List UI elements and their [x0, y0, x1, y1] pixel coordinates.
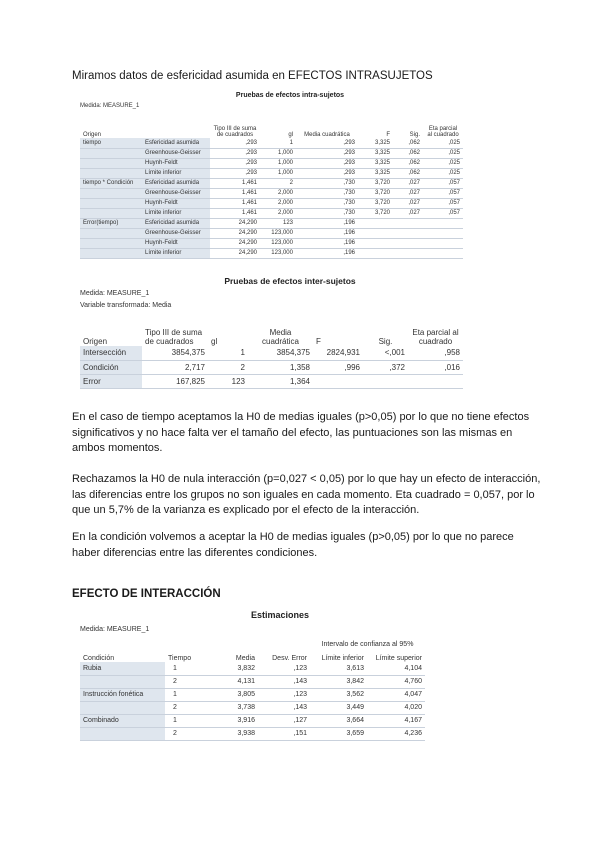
table-row [80, 218, 463, 228]
col-sig: Sig. [363, 314, 408, 346]
table-cell: 1,358 [248, 360, 313, 374]
paragraph-tiempo: En el caso de tiempo aceptamos la H0 de medias iguales (p>0,05) por lo que no tiene efectos significativos y no hace falta ver el tamaño del efecto, las puntuaciones son las mismas en ambos momentos. [72, 411, 530, 454]
table-cell: 3,916 [210, 714, 258, 727]
table-cell: Esfericidad asumida [142, 138, 210, 148]
intra-measure: Medida: MEASURE_1 [80, 103, 140, 109]
table-row [80, 248, 463, 258]
table-cell: ,025 [423, 168, 463, 178]
inter-measure: Medida: MEASURE_1 [80, 290, 150, 297]
table-cell: 3,842 [310, 675, 367, 688]
table-cell: ,027 [393, 188, 423, 198]
table-cell: 2 [165, 727, 210, 740]
table-cell: tiempo * Condición [80, 178, 142, 188]
inter-table-title: Pruebas de efectos inter-sujetos [224, 276, 356, 286]
table-cell: ,730 [296, 208, 358, 218]
table-cell: 1 [165, 662, 210, 675]
table-cell [393, 228, 423, 238]
table-cell: ,730 [296, 198, 358, 208]
table-cell [80, 148, 142, 158]
intro-heading: Miramos datos de esfericidad asumida en EFECTOS INTRASUJETOS [72, 70, 433, 82]
table-cell: 3854,375 [142, 346, 208, 360]
table-cell: ,027 [393, 198, 423, 208]
table-cell: ,196 [296, 238, 358, 248]
table-cell: ,996 [313, 360, 363, 374]
table-cell: 123 [260, 218, 296, 228]
table-cell: 123,000 [260, 248, 296, 258]
table-cell: Huynh-Feldt [142, 158, 210, 168]
col-eta: Eta parcial al cuadrado [423, 112, 463, 138]
table-cell: 123 [208, 374, 248, 388]
estimates-measure: Medida: MEASURE_1 [80, 626, 150, 633]
table-cell: 3,449 [310, 701, 367, 714]
table-cell: 3,325 [358, 138, 393, 148]
col-desv-error: Desv. Error [258, 648, 310, 662]
inter-subject-table [80, 314, 463, 389]
table-cell: ,293 [210, 168, 260, 178]
table-cell: ,025 [423, 148, 463, 158]
table-cell: Límite inferior [142, 248, 210, 258]
table-cell: 2 [165, 675, 210, 688]
table-cell: Error [80, 374, 142, 388]
table-cell [423, 238, 463, 248]
table-cell: Greenhouse-Geisser [142, 188, 210, 198]
table-cell: ,196 [296, 248, 358, 258]
col-limite-superior: Límite superior [367, 648, 425, 662]
col-f: F [358, 112, 393, 138]
table-cell: 1 [208, 346, 248, 360]
table-cell: ,151 [258, 727, 310, 740]
table-cell: Instrucción fonética [80, 688, 165, 701]
table-cell: ,293 [296, 138, 358, 148]
table-cell [80, 238, 142, 248]
table-cell: ,127 [258, 714, 310, 727]
table-row [80, 138, 463, 148]
table-cell: 3,325 [358, 168, 393, 178]
table-cell: 4,047 [367, 688, 425, 701]
table-cell: Rubia [80, 662, 165, 675]
table-row [80, 374, 463, 388]
table-cell: 2,000 [260, 188, 296, 198]
table-cell: 3,325 [358, 158, 393, 168]
paragraph-condicion: En la condición volvemos a aceptar la H0 de medias iguales (p>0,05) por lo que no parece haber diferencias entre las diferentes condiciones. [72, 531, 514, 559]
paragraph-interaccion: Rechazamos la H0 de nula interacción (p=0,027 < 0,05) por lo que hay un efecto de interacción, las diferencias entre los grupos no son iguales en cada momento. Eta cuadrado = 0,057, por lo que un 5,7% de la varianza es explicado por el efecto de la interacción. [72, 473, 541, 516]
table-row [80, 158, 463, 168]
table-cell: ,143 [258, 675, 310, 688]
col-origen: Origen [80, 314, 142, 346]
table-cell [423, 218, 463, 228]
table-cell: 4,104 [367, 662, 425, 675]
table-cell [363, 374, 408, 388]
table-cell: 2 [208, 360, 248, 374]
col-limite-inferior: Límite inferior [310, 648, 367, 662]
col-gl: gl [208, 314, 248, 346]
table-cell: tiempo [80, 138, 142, 148]
table-cell: Error(tiempo) [80, 218, 142, 228]
table-cell: ,196 [296, 218, 358, 228]
table-cell: ,730 [296, 188, 358, 198]
table-cell: ,057 [423, 188, 463, 198]
table-row [80, 727, 425, 740]
table-cell: 3,562 [310, 688, 367, 701]
table-cell [358, 238, 393, 248]
table-cell: ,293 [296, 158, 358, 168]
table-row [80, 198, 463, 208]
table-cell: ,293 [210, 158, 260, 168]
table-cell: 3,659 [310, 727, 367, 740]
table-cell: ,730 [296, 178, 358, 188]
table-cell: <,001 [363, 346, 408, 360]
table-cell: 2,000 [260, 208, 296, 218]
table-cell: 3,832 [210, 662, 258, 675]
col-origen: Origen [80, 112, 142, 138]
table-cell [393, 248, 423, 258]
table-cell: ,143 [258, 701, 310, 714]
table-cell: 123,000 [260, 228, 296, 238]
col-media: Media cuadrática [296, 112, 358, 138]
table-cell: ,062 [393, 168, 423, 178]
table-cell: 4,760 [367, 675, 425, 688]
table-row [80, 208, 463, 218]
table-cell: 24,290 [210, 238, 260, 248]
table-cell: Límite inferior [142, 168, 210, 178]
table-cell: ,293 [210, 148, 260, 158]
table-cell [80, 168, 142, 178]
table-cell: Combinado [80, 714, 165, 727]
table-row [80, 178, 463, 188]
table-cell [423, 248, 463, 258]
table-cell: ,062 [393, 138, 423, 148]
table-cell: Esfericidad asumida [142, 218, 210, 228]
table-cell [423, 228, 463, 238]
table-cell: 1,461 [210, 188, 260, 198]
table-cell [80, 208, 142, 218]
table-cell: 1,000 [260, 158, 296, 168]
table-cell: 123,000 [260, 238, 296, 248]
table-cell [393, 238, 423, 248]
table-cell [80, 198, 142, 208]
table-cell [80, 188, 142, 198]
table-cell: ,123 [258, 688, 310, 701]
table-row [80, 662, 425, 675]
table-cell: 4,020 [367, 701, 425, 714]
table-cell: 1,461 [210, 178, 260, 188]
table-cell: 4,167 [367, 714, 425, 727]
table-cell: 2,000 [260, 198, 296, 208]
col-f: F [313, 314, 363, 346]
table-cell [408, 374, 463, 388]
ci-header: Intervalo de confianza al 95% [310, 636, 425, 648]
table-cell: 1,461 [210, 198, 260, 208]
table-cell: ,123 [258, 662, 310, 675]
section-heading: EFECTO DE INTERACCIÓN [72, 588, 221, 600]
table-cell [80, 248, 142, 258]
table-cell: Límite inferior [142, 208, 210, 218]
inter-variable: Variable transformada: Media [80, 302, 172, 309]
table-cell: 1 [260, 138, 296, 148]
table-row [80, 168, 463, 178]
estimates-title: Estimaciones [250, 610, 310, 620]
col-eta: Eta parcial al cuadrado [408, 314, 463, 346]
col-gl: gl [260, 112, 296, 138]
table-row [80, 714, 425, 727]
table-cell: 3854,375 [248, 346, 313, 360]
table-row [80, 238, 463, 248]
table-cell: 167,825 [142, 374, 208, 388]
table-row [80, 188, 463, 198]
table-cell: Esfericidad asumida [142, 178, 210, 188]
table-cell: 2824,931 [313, 346, 363, 360]
table-cell: 3,325 [358, 148, 393, 158]
table-cell: 24,290 [210, 228, 260, 238]
table-cell: ,062 [393, 148, 423, 158]
col-media: Media [210, 648, 258, 662]
table-cell: ,027 [393, 178, 423, 188]
table-cell: ,027 [393, 208, 423, 218]
table-cell: Intersección [80, 346, 142, 360]
table-cell: 3,805 [210, 688, 258, 701]
table-cell: 2,717 [142, 360, 208, 374]
table-cell [80, 228, 142, 238]
table-row [80, 688, 425, 701]
table-cell: Huynh-Feldt [142, 238, 210, 248]
table-row [80, 360, 463, 374]
table-cell: ,293 [296, 168, 358, 178]
table-cell [358, 218, 393, 228]
table-cell: Greenhouse-Geisser [142, 148, 210, 158]
table-cell: Huynh-Feldt [142, 198, 210, 208]
table-cell [358, 228, 393, 238]
table-cell: 24,290 [210, 218, 260, 228]
table-cell: 24,290 [210, 248, 260, 258]
table-cell: ,057 [423, 208, 463, 218]
table-cell: ,057 [423, 198, 463, 208]
table-cell: ,196 [296, 228, 358, 238]
table-cell [80, 158, 142, 168]
intra-table-title: Pruebas de efectos intra-sujetos [235, 92, 345, 99]
table-cell: ,958 [408, 346, 463, 360]
table-cell: 3,720 [358, 188, 393, 198]
table-cell: 3,738 [210, 701, 258, 714]
table-cell: 3,664 [310, 714, 367, 727]
table-cell: 3,720 [358, 198, 393, 208]
table-cell [313, 374, 363, 388]
col-tiempo: Tiempo [165, 648, 210, 662]
table-cell: 1 [165, 688, 210, 701]
table-cell: 2 [260, 178, 296, 188]
table-cell: 1,000 [260, 168, 296, 178]
table-cell: ,025 [423, 138, 463, 148]
table-cell: 4,236 [367, 727, 425, 740]
table-cell: ,293 [210, 138, 260, 148]
table-row [80, 148, 463, 158]
table-cell: ,016 [408, 360, 463, 374]
table-cell: ,057 [423, 178, 463, 188]
table-cell [80, 701, 165, 714]
col-blank [142, 112, 210, 138]
table-cell [80, 727, 165, 740]
table-cell: ,293 [296, 148, 358, 158]
table-row [80, 701, 425, 714]
col-suma: Tipo III de suma de cuadrados [142, 314, 208, 346]
col-suma: Tipo III de suma de cuadrados [210, 112, 260, 138]
table-cell [393, 218, 423, 228]
table-row [80, 228, 463, 238]
table-cell: ,025 [423, 158, 463, 168]
table-cell: 2 [165, 701, 210, 714]
table-cell: Greenhouse-Geisser [142, 228, 210, 238]
table-cell [358, 248, 393, 258]
intra-subject-table [80, 112, 463, 259]
table-cell: 3,720 [358, 208, 393, 218]
table-cell: 1,364 [248, 374, 313, 388]
table-row [80, 675, 425, 688]
table-cell: 1,000 [260, 148, 296, 158]
table-cell: 3,720 [358, 178, 393, 188]
table-cell: Condición [80, 360, 142, 374]
col-sig: Sig. [393, 112, 423, 138]
table-cell: 3,938 [210, 727, 258, 740]
col-condicion: Condición [80, 648, 165, 662]
table-cell: 3,613 [310, 662, 367, 675]
table-cell [80, 675, 165, 688]
table-row [80, 346, 463, 360]
estimates-table [80, 636, 425, 741]
table-cell: ,372 [363, 360, 408, 374]
table-cell: 4,131 [210, 675, 258, 688]
table-cell: 1 [165, 714, 210, 727]
table-cell: 1,461 [210, 208, 260, 218]
col-media: Media cuadrática [248, 314, 313, 346]
table-cell: ,062 [393, 158, 423, 168]
